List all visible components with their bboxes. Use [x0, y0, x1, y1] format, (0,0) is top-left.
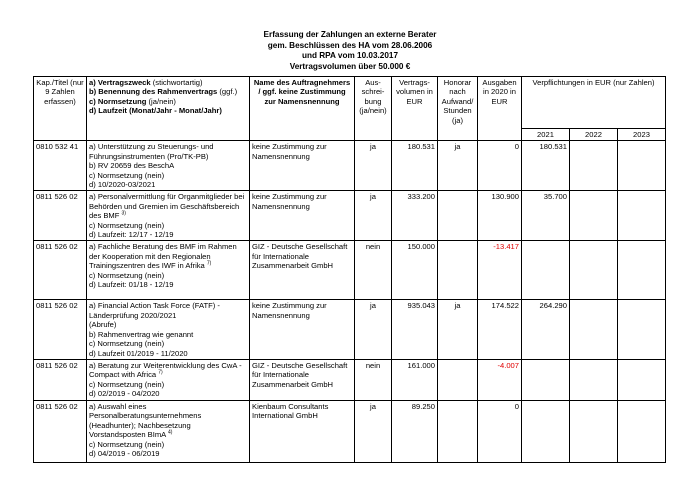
- table-row: [34, 400, 666, 462]
- cell-2022: [570, 400, 618, 462]
- cell-honorar: ja: [438, 300, 478, 359]
- zweck-c: c) Normsetzung (nein): [89, 270, 165, 280]
- document-title: [0, 30, 700, 72]
- cell-name: keine Zustimmung zur Namensnennung: [250, 300, 355, 359]
- cell-name: GIZ - Deutsche Gesellschaft für Internationale Zusammenarbeit GmbH: [250, 359, 355, 400]
- table-row: [34, 300, 666, 359]
- cell-name: keine Zustimmung zur Namensnennung: [250, 141, 355, 191]
- zweck-d: d) 02/2019 - 04/2020: [89, 389, 160, 399]
- col-2022-header: 2022: [570, 129, 618, 141]
- cell-kap: 0811 526 02: [34, 191, 87, 241]
- cell-honorar: ja: [438, 141, 478, 191]
- cell-2022: [570, 241, 618, 300]
- cell-aus: ja: [355, 191, 392, 241]
- cell-2021: 264.290: [522, 300, 570, 359]
- cell-volumen: 935.043: [392, 300, 438, 359]
- cell-aus: nein: [355, 359, 392, 400]
- col-zweck-header: [87, 77, 250, 141]
- cell-volumen: 161.000: [392, 359, 438, 400]
- title-line-1: Erfassung der Zahlungen an externe Berater: [263, 30, 437, 39]
- cell-ausgaben: -13.417: [478, 241, 522, 300]
- cell-kap: 0811 526 02: [34, 241, 87, 300]
- cell-2023: [618, 191, 666, 241]
- table-row: [34, 191, 666, 241]
- zweck-c: c) Normsetzung (nein): [89, 439, 165, 449]
- cell-ausgaben: -4.007: [478, 359, 522, 400]
- cell-volumen: 89.250: [392, 400, 438, 462]
- cell-2023: [618, 241, 666, 300]
- zweck-a: a) Auswahl eines Personalberatungsunternehmens (Headhunter); Nachbesetzung Vorstandsposten BImA: [89, 401, 202, 440]
- zweck-c-note: (ja/nein): [148, 96, 176, 106]
- col-name-header: Name des Auftragnehmers / ggf. keine Zustimmung zur Namensnennung: [250, 77, 355, 141]
- cell-aus: ja: [355, 141, 392, 191]
- col-ausgaben-header: Ausgaben in 2020 in EUR: [478, 77, 522, 141]
- cell-zweck: [87, 400, 250, 462]
- zweck-d-label: d) Laufzeit (Monat/Jahr - Monat/Jahr): [89, 106, 222, 116]
- footnote-ref: 4): [167, 429, 173, 436]
- col-kap-header: Kap./Titel (nur 9 Zahlen erfassen): [34, 77, 87, 141]
- cell-aus: ja: [355, 400, 392, 462]
- cell-ausgaben: 0: [478, 141, 522, 191]
- zweck-a: a) Fachliche Beratung des BMF im Rahmen der Kooperation mit den Regionalen Trainingszentren des IWF in Afrika: [89, 242, 237, 271]
- zweck-d: d) Laufzeit: 01/18 - 12/19: [89, 280, 174, 290]
- cell-honorar: [438, 241, 478, 300]
- cell-honorar: [438, 400, 478, 462]
- table-row: [34, 241, 666, 300]
- zweck-c: c) Normsetzung (nein): [89, 220, 165, 230]
- title-line-2: gem. Beschlüssen des HA vom 28.06.2006: [267, 40, 433, 50]
- cell-honorar: [438, 191, 478, 241]
- zweck-b-label: b) Benennung des Rahmenvertrags: [89, 87, 218, 97]
- cell-2023: [618, 400, 666, 462]
- cell-zweck: [87, 359, 250, 400]
- cell-2021: [522, 241, 570, 300]
- zweck-b: b) RV 20659 des BeschA: [89, 161, 175, 171]
- zweck-d: d) Laufzeit 01/2019 - 11/2020: [89, 348, 188, 358]
- table-row: [34, 141, 666, 191]
- col-honorar-header: Honorar nach Aufwand/ Stunden (ja): [438, 77, 478, 141]
- col-2021-header: 2021: [522, 129, 570, 141]
- zweck-c: c) Normsetzung (nein): [89, 379, 165, 389]
- zweck-a: a) Personalvermittlung für Organmitglieder bei Behörden und Gremien im Geschäftsbereich des BMF: [89, 192, 245, 221]
- cell-aus: ja: [355, 300, 392, 359]
- col-volumen-header: Vertrags-volumen in EUR: [392, 77, 438, 141]
- cell-name: keine Zustimmung zur Namensnennung: [250, 191, 355, 241]
- zweck-a: a) Financial Action Task Force (FATF) - Länderprüfung 2020/2021: [89, 301, 220, 320]
- cell-kap: 0811 526 02: [34, 359, 87, 400]
- cell-2021: 35.700: [522, 191, 570, 241]
- cell-2023: [618, 141, 666, 191]
- footnote-ref: 7): [206, 260, 212, 267]
- cell-name: Kienbaum Consultants International GmbH: [250, 400, 355, 462]
- cell-ausgaben: 0: [478, 400, 522, 462]
- cell-2022: [570, 300, 618, 359]
- zweck-d: d) 04/2019 - 06/2019: [89, 448, 160, 458]
- cell-honorar: [438, 359, 478, 400]
- table-row: [34, 359, 666, 400]
- zweck-a: a) Unterstützung zu Steuerungs- und Führungsinstrumenten (Pro/TK-PB): [89, 142, 214, 161]
- col-aus-header: Aus-schrei-bung (ja/nein): [355, 77, 392, 141]
- cell-2022: [570, 191, 618, 241]
- cell-2022: [570, 141, 618, 191]
- zweck-c-label: c) Normsetzung: [89, 96, 147, 106]
- payments-table: [33, 76, 666, 463]
- col-verpflichtungen-header: Verpflichtungen in EUR (nur Zahlen): [522, 77, 666, 129]
- cell-2021: [522, 359, 570, 400]
- cell-zweck: [87, 141, 250, 191]
- cell-zweck: [87, 191, 250, 241]
- cell-volumen: 150.000: [392, 241, 438, 300]
- zweck-b-note: (ggf.): [219, 87, 238, 97]
- cell-2021: [522, 400, 570, 462]
- cell-zweck: [87, 300, 250, 359]
- cell-volumen: 180.531: [392, 141, 438, 191]
- cell-volumen: 333.200: [392, 191, 438, 241]
- zweck-a-label: a) Vertragszweck: [89, 78, 151, 87]
- zweck-b: b) Rahmenvertrag wie genannt: [89, 329, 194, 339]
- cell-kap: 0811 526 02: [34, 300, 87, 359]
- cell-ausgaben: 174.522: [478, 300, 522, 359]
- cell-zweck: [87, 241, 250, 300]
- cell-2021: 180.531: [522, 141, 570, 191]
- cell-2022: [570, 359, 618, 400]
- footnote-ref: 7): [158, 369, 163, 376]
- zweck-c: c) Normsetzung (nein): [89, 170, 165, 180]
- zweck-a-note: (stichwortartig): [152, 78, 203, 87]
- cell-aus: nein: [355, 241, 392, 300]
- cell-ausgaben: 130.900: [478, 191, 522, 241]
- title-line-4: Vertragsvolumen über 50.000 €: [289, 61, 411, 71]
- zweck-c: c) Normsetzung (nein): [89, 339, 165, 349]
- cell-kap: 0811 526 02: [34, 400, 87, 462]
- col-2023-header: 2023: [618, 129, 666, 141]
- zweck-a: a) Beratung zur Weiterentwicklung des CwA - Compact with Africa: [89, 360, 242, 380]
- zweck-d: d) 10/2020-03/2021: [89, 180, 156, 190]
- cell-name: GIZ - Deutsche Gesellschaft für Internationale Zusammenarbeit GmbH: [250, 241, 355, 300]
- table-header: [34, 77, 666, 141]
- title-line-3: und RPA vom 10.03.2017: [301, 51, 398, 60]
- zweck-d: d) Laufzeit: 12/17 - 12/19: [89, 230, 174, 240]
- cell-2023: [618, 359, 666, 400]
- cell-kap: 0810 532 41: [34, 141, 87, 191]
- footnote-ref: 3): [121, 210, 126, 217]
- cell-2023: [618, 300, 666, 359]
- zweck-a-detail: (Abrufe): [89, 320, 117, 330]
